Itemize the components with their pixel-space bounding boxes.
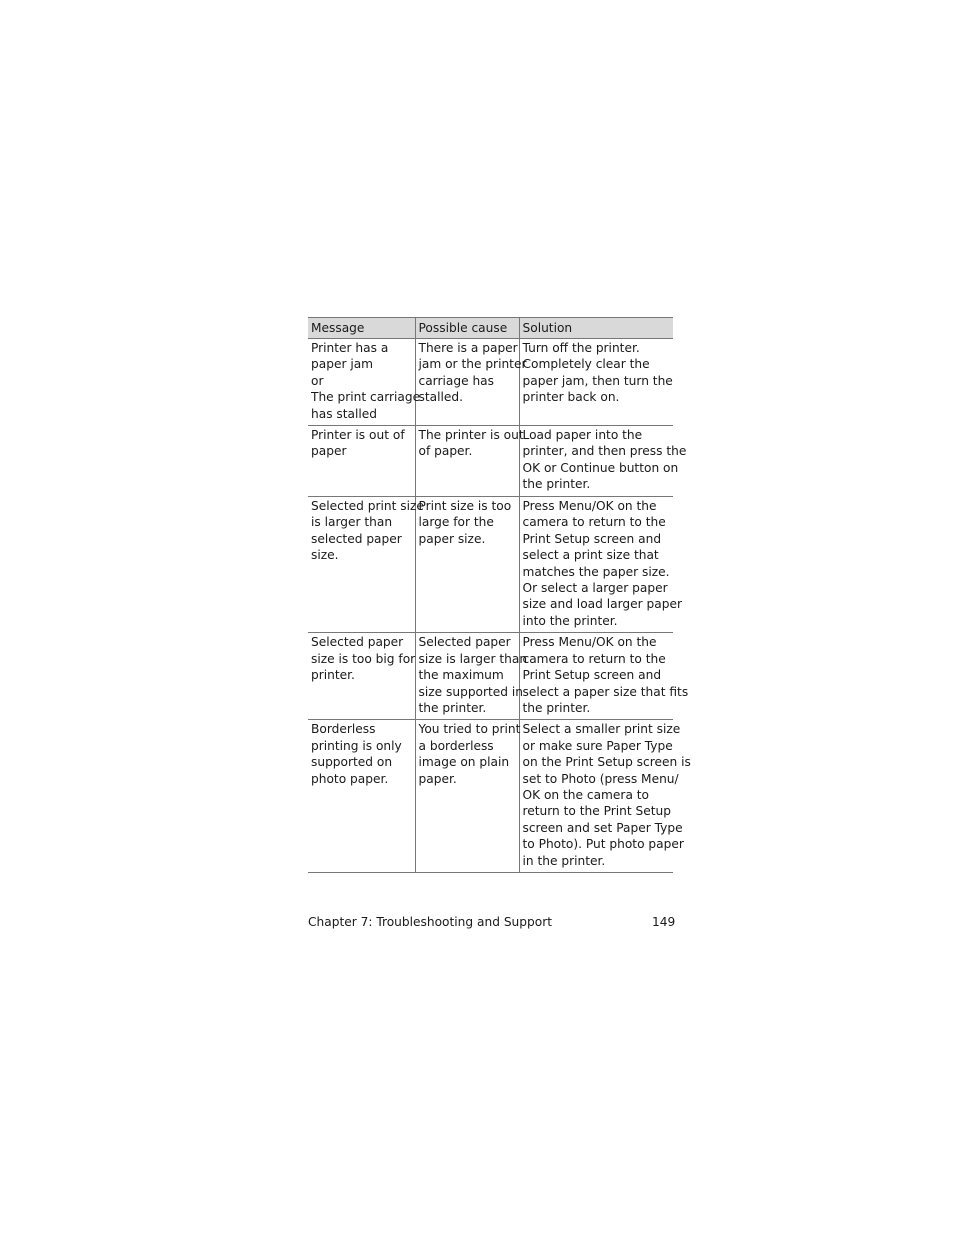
message-cell: Printer is out of paper [308, 426, 415, 497]
table-row [308, 720, 673, 873]
table-header-row [308, 318, 673, 339]
message-cell: Printer has a paper jam or The print carriage has stalled [308, 339, 415, 426]
header-possible-cause: Possible cause [415, 318, 519, 339]
footer-page-number: 149 [652, 915, 676, 929]
table-row [308, 339, 673, 426]
solution-cell: Turn off the printer. Completely clear the paper jam, then turn the printer back on. [519, 339, 673, 426]
header-solution: Solution [519, 318, 673, 339]
table-row [308, 633, 673, 720]
header-message: Message [308, 318, 415, 339]
solution-cell: Press Menu/OK on the camera to return to the Print Setup screen and select a paper size that fits the printer. [519, 633, 673, 720]
troubleshooting-table [308, 317, 691, 873]
footer-chapter-title: Chapter 7: Troubleshooting and Support [308, 915, 552, 929]
cause-cell: The printer is out of paper. [415, 426, 519, 497]
table-row [308, 497, 673, 633]
message-cell: Selected print size is larger than selected paper size. [308, 497, 415, 633]
solution-cell: Load paper into the printer, and then press the OK or Continue button on the printer. [519, 426, 673, 497]
solution-cell: Press Menu/OK on the camera to return to the Print Setup screen and select a print size that matches the paper size. Or select a larger paper size and load larger paper into the printer. [519, 497, 673, 633]
cause-cell: Print size is too large for the paper size. [415, 497, 519, 633]
message-cell: Borderless printing is only supported on photo paper. [308, 720, 415, 873]
table-row [308, 426, 673, 497]
message-cell: Selected paper size is too big for printer. [308, 633, 415, 720]
cause-cell: You tried to print a borderless image on plain paper. [415, 720, 519, 873]
cause-cell: Selected paper size is larger than the maximum size supported in the printer. [415, 633, 519, 720]
cause-cell: There is a paper jam or the printer carriage has stalled. [415, 339, 519, 426]
solution-cell: Select a smaller print size or make sure Paper Type on the Print Setup screen is set to Photo (press Menu/ OK on the camera to return to the Print Setup screen and set Paper Type to Photo). Put photo paper in the printer. [519, 720, 673, 873]
